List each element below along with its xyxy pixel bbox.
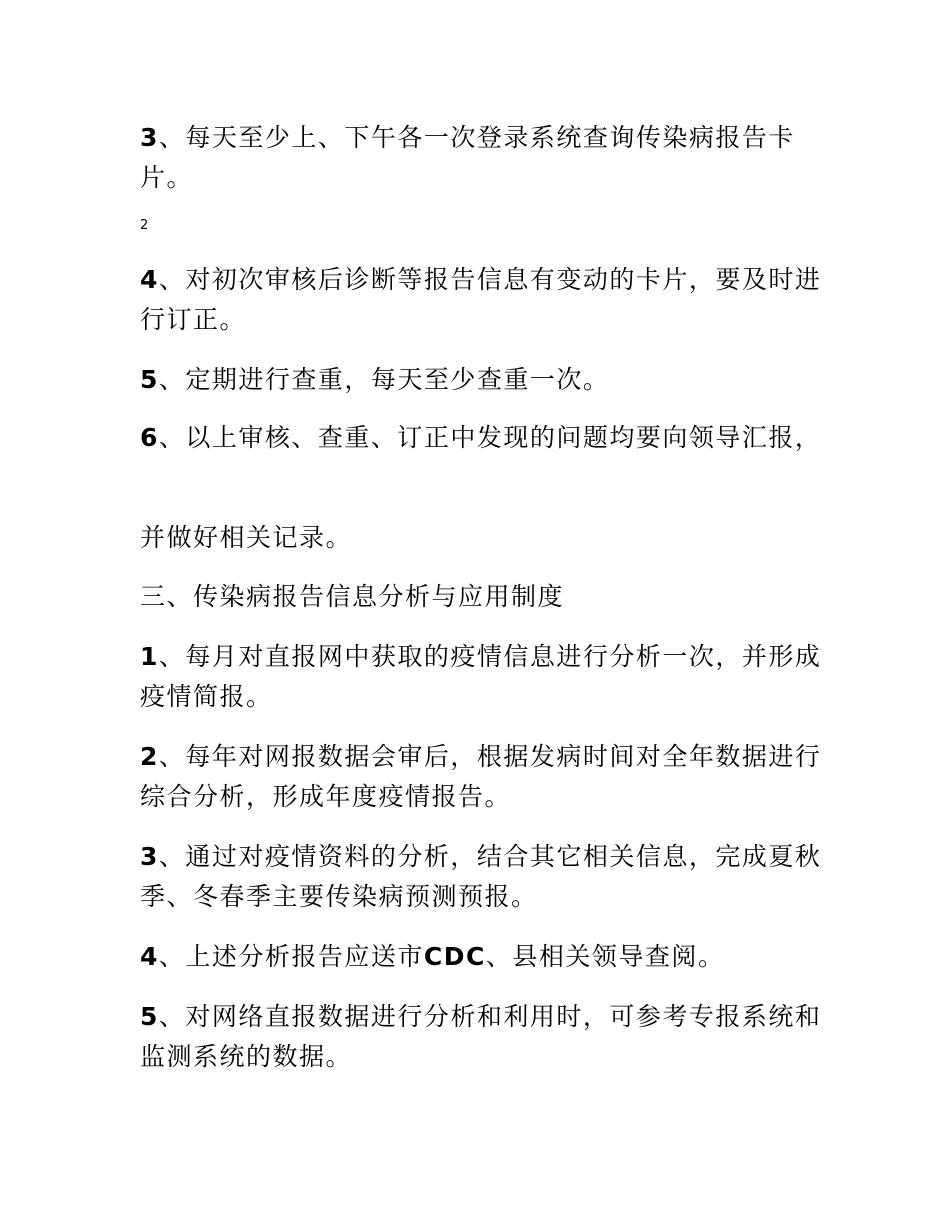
heading-text: 三、传染病报告信息分析与应用制度 <box>140 582 565 611</box>
paragraph-item-2 <box>140 737 830 817</box>
paragraph-item-4a <box>140 260 830 340</box>
paragraph-item-3a <box>140 118 830 198</box>
item-number: 3 <box>140 842 159 871</box>
item-text: 、每天至少上、下午各一次登录系统查询传染病报告卡片。 <box>140 123 795 192</box>
item-text: 、对初次审核后诊断等报告信息有变动的卡片，要及时进行订正。 <box>140 265 822 334</box>
paragraph-item-3b <box>140 837 830 917</box>
item-text: 、县相关领导查阅。 <box>485 942 725 971</box>
item-text: 、每年对网报数据会审后，根据发病时间对全年数据进行综合分析，形成年度疫情报告。 <box>140 742 822 811</box>
item-number: 1 <box>140 642 159 671</box>
section-heading <box>140 577 830 617</box>
page-footnote-number: 2 <box>140 218 149 233</box>
item-text: 、每月对直报网中获取的疫情信息进行分析一次，并形成疫情简报。 <box>140 642 822 711</box>
item-number: 4 <box>140 265 159 294</box>
item-number: 5 <box>140 365 159 394</box>
item-text: 并做好相关记录。 <box>140 523 353 552</box>
paragraph-continuation <box>140 518 830 558</box>
paragraph-item-6 <box>140 418 830 458</box>
item-text: 、通过对疫情资料的分析，结合其它相关信息，完成夏秋季、冬春季主要传染病预测预报。 <box>140 842 822 911</box>
paragraph-item-1 <box>140 637 830 717</box>
item-number: 3 <box>140 123 159 152</box>
item-text: 、定期进行查重，每天至少查重一次。 <box>158 365 610 394</box>
item-text: 、上述分析报告应送市 <box>158 942 424 971</box>
paragraph-item-5a <box>140 360 830 400</box>
item-number: 6 <box>140 423 159 452</box>
item-number: 2 <box>140 742 159 771</box>
item-text: 、对网络直报数据进行分析和利用时，可参考专报系统和监测系统的数据。 <box>140 1002 822 1071</box>
item-number: 4 <box>140 942 159 971</box>
item-number: 5 <box>140 1002 159 1031</box>
paragraph-item-4b <box>140 937 830 977</box>
item-bold-text: CDC <box>423 942 486 971</box>
paragraph-item-5b <box>140 997 830 1077</box>
item-text: 、以上审核、查重、订正中发现的问题均要向领导汇报， <box>158 423 822 452</box>
